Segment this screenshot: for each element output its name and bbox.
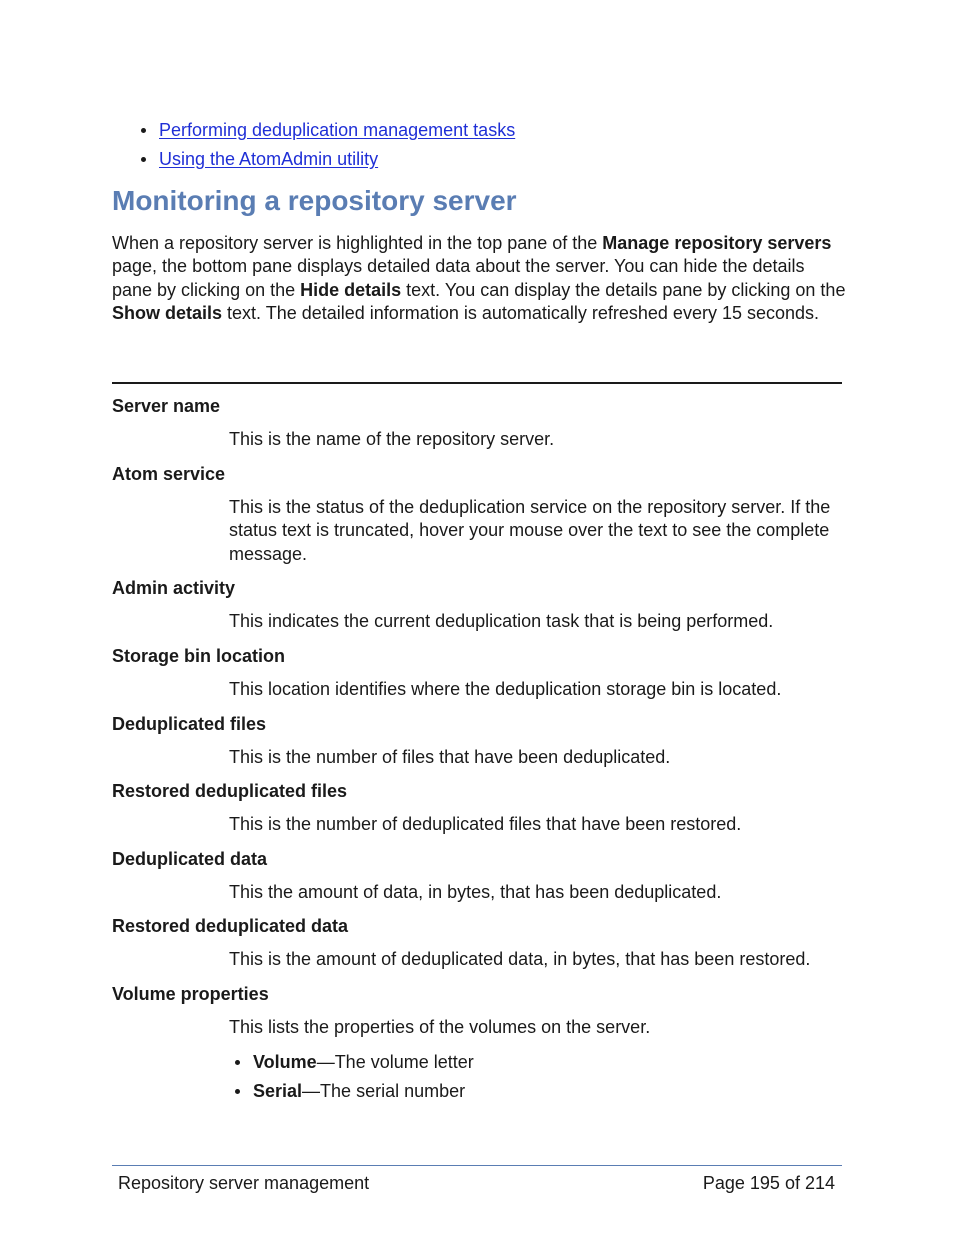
section-title: Monitoring a repository server [112, 185, 517, 216]
intro-bold-manage-repository-servers: Manage repository servers [602, 233, 832, 253]
field-term-deduplicated-data: Deduplicated data [112, 848, 268, 869]
footer-page-number: Page 195 of 214 [702, 1173, 835, 1193]
field-term-volume-properties: Volume properties [112, 983, 269, 1004]
field-term-atom-service: Atom service [112, 463, 226, 484]
bullet-icon [235, 1089, 240, 1094]
field-definition: This indicates the current deduplication task that is being performed. [229, 611, 774, 632]
intro-bold-show-details: Show details [112, 303, 223, 324]
field-definition: This lists the properties of the volumes on the server. [229, 1016, 651, 1037]
link-performing-deduplication-tasks[interactable]: Performing deduplication management tasks [159, 120, 516, 140]
intro-text: text. You can display the details pane by clicking on the [401, 279, 846, 300]
field-definition: This is the name of the repository server. [229, 429, 555, 449]
intro-bold-hide-details: Hide details [300, 279, 402, 300]
list-item-text: —The volume letter [316, 1051, 474, 1072]
field-term-admin-activity: Admin activity [112, 578, 236, 599]
footer-divider [112, 1165, 842, 1166]
field-definition: This is the status of the deduplication service on the repository server. If the status text is truncated, hover your mouse over the text to see the complete message. [229, 496, 831, 564]
field-term-restored-deduplicated-data: Restored deduplicated data [112, 916, 349, 937]
field-definition-list [112, 394, 842, 1108]
bullet-icon [141, 128, 146, 133]
related-links-list [140, 118, 515, 176]
field-term-server-name: Server name [112, 396, 221, 416]
bullet-icon [141, 157, 146, 162]
field-term-restored-deduplicated-files: Restored deduplicated files [112, 781, 348, 802]
bullet-icon [235, 1060, 240, 1065]
related-link-item [140, 118, 515, 147]
volume-properties-list [229, 1050, 842, 1108]
field-definition: This is the number of files that have been deduplicated. [229, 746, 671, 767]
section-divider [112, 382, 842, 384]
list-item-label: Volume [253, 1051, 317, 1072]
link-using-atomadmin-utility[interactable]: Using the AtomAdmin utility [159, 149, 379, 169]
field-term-deduplicated-files: Deduplicated files [112, 713, 267, 734]
field-term-storage-bin-location: Storage bin location [112, 645, 286, 666]
list-item [229, 1079, 842, 1108]
intro-text: When a repository server is highlighted in the top pane of the [112, 233, 603, 253]
intro-paragraph [112, 232, 847, 326]
field-definition: This location identifies where the deduplication storage bin is located. [229, 678, 782, 699]
intro-text: text. The detailed information is automatically refreshed every 15 seconds. [222, 303, 820, 324]
list-item-text: —The serial number [302, 1080, 466, 1101]
field-definition: This is the amount of deduplicated data, in bytes, that has been restored. [229, 949, 811, 970]
field-definition: This the amount of data, in bytes, that has been deduplicated. [229, 881, 722, 902]
list-item-label: Serial [253, 1080, 303, 1101]
related-link-item [140, 147, 515, 176]
footer-chapter-title: Repository server management [118, 1173, 370, 1193]
field-definition: This is the number of deduplicated files that have been restored. [229, 814, 742, 835]
list-item [229, 1050, 842, 1079]
intro-text: page, the bottom pane displays detailed data about the server. You can hide the details pane by clicking on the [112, 256, 805, 300]
